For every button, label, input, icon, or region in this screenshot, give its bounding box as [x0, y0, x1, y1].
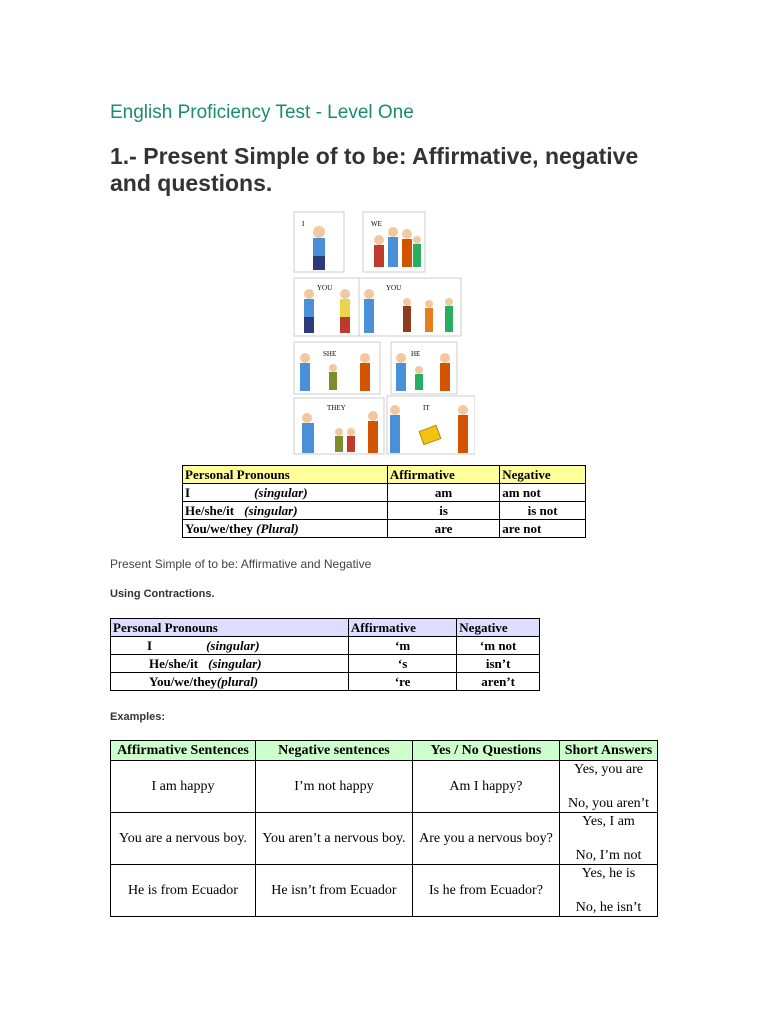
yes-no-question: Are you a nervous boy?	[412, 813, 559, 865]
affirmative-sentence: He is from Ecuador	[111, 865, 256, 917]
label-you-2: YOU	[386, 284, 402, 292]
affirmative-sentence: I am happy	[111, 761, 256, 813]
table-row	[111, 673, 540, 691]
table1-header-pronouns: Personal Pronouns	[183, 466, 388, 484]
table3-header-short-answers: Short Answers	[559, 741, 657, 761]
label-he: HE	[411, 350, 421, 358]
label-you-1: YOU	[317, 284, 333, 292]
negative-cell: is not	[500, 502, 586, 520]
pronoun-cell: I (singular)	[183, 484, 388, 502]
label-it: IT	[423, 404, 430, 412]
pronoun-cell: He/she/it (singular)	[111, 655, 349, 673]
pronoun-cell: I (singular)	[111, 637, 349, 655]
affirmative-cell: is	[387, 502, 499, 520]
label-she: SHE	[323, 350, 337, 358]
negative-sentence: He isn’t from Ecuador	[255, 865, 412, 917]
contractions-table	[110, 618, 540, 691]
table-row	[111, 761, 658, 813]
negative-cell: isn’t	[457, 655, 540, 673]
short-answer-no: No, you aren’t	[567, 795, 649, 811]
figure-i	[313, 226, 325, 270]
table3-header-questions: Yes / No Questions	[412, 741, 559, 761]
contractions-label: Using Contractions.	[110, 588, 215, 600]
table-row	[111, 655, 540, 673]
table3-header-negative: Negative sentences	[255, 741, 412, 761]
table3-header-affirmative: Affirmative Sentences	[111, 741, 256, 761]
pronoun-cell: You/we/they(plural)	[111, 673, 349, 691]
label-they: THEY	[327, 404, 346, 412]
examples-label: Examples:	[110, 711, 166, 723]
table-row	[111, 637, 540, 655]
negative-sentence: I’m not happy	[255, 761, 412, 813]
pronouns-table	[182, 465, 586, 538]
affirmative-cell: are	[387, 520, 499, 538]
short-answers	[559, 813, 657, 865]
short-answers	[559, 865, 657, 917]
affirmative-cell: ‘m	[348, 637, 456, 655]
table-caption: Present Simple of to be: Affirmative and Negative	[110, 557, 372, 571]
document-subtitle: English Proficiency Test - Level One	[110, 102, 414, 123]
short-answer-no: No, I’m not	[575, 847, 642, 863]
table-row	[183, 484, 586, 502]
table1-header-negative: Negative	[500, 466, 586, 484]
yes-no-question: Am I happy?	[412, 761, 559, 813]
negative-cell: are not	[500, 520, 586, 538]
examples-table	[110, 740, 658, 917]
section-heading: 1.- Present Simple of to be: Affirmative, negative and questions.	[110, 143, 639, 196]
affirmative-sentence: You are a nervous boy.	[111, 813, 256, 865]
table2-header-negative: Negative	[457, 619, 540, 637]
table-row	[183, 502, 586, 520]
negative-cell: aren’t	[457, 673, 540, 691]
negative-cell: am not	[500, 484, 586, 502]
affirmative-cell: ‘re	[348, 673, 456, 691]
short-answer-no: No, he isn’t	[575, 899, 642, 915]
table1-header-affirmative: Affirmative	[387, 466, 499, 484]
pronoun-cell: You/we/they (Plural)	[183, 520, 388, 538]
label-i: I	[302, 220, 305, 228]
table-row	[111, 813, 658, 865]
pronouns-illustration	[293, 210, 475, 456]
short-answer-yes: Yes, he is	[581, 865, 636, 881]
table2-header-pronouns: Personal Pronouns	[111, 619, 349, 637]
yes-no-question: Is he from Ecuador?	[412, 865, 559, 917]
table-row	[111, 865, 658, 917]
short-answer-yes: Yes, you are	[574, 761, 643, 777]
label-we: WE	[371, 220, 382, 228]
short-answer-yes: Yes, I am	[582, 813, 635, 829]
table-row	[183, 520, 586, 538]
affirmative-cell: ‘s	[348, 655, 456, 673]
short-answers	[559, 761, 657, 813]
table2-header-affirmative: Affirmative	[348, 619, 456, 637]
affirmative-cell: am	[387, 484, 499, 502]
negative-sentence: You aren’t a nervous boy.	[255, 813, 412, 865]
pronoun-cell: He/she/it (singular)	[183, 502, 388, 520]
negative-cell: ‘m not	[457, 637, 540, 655]
